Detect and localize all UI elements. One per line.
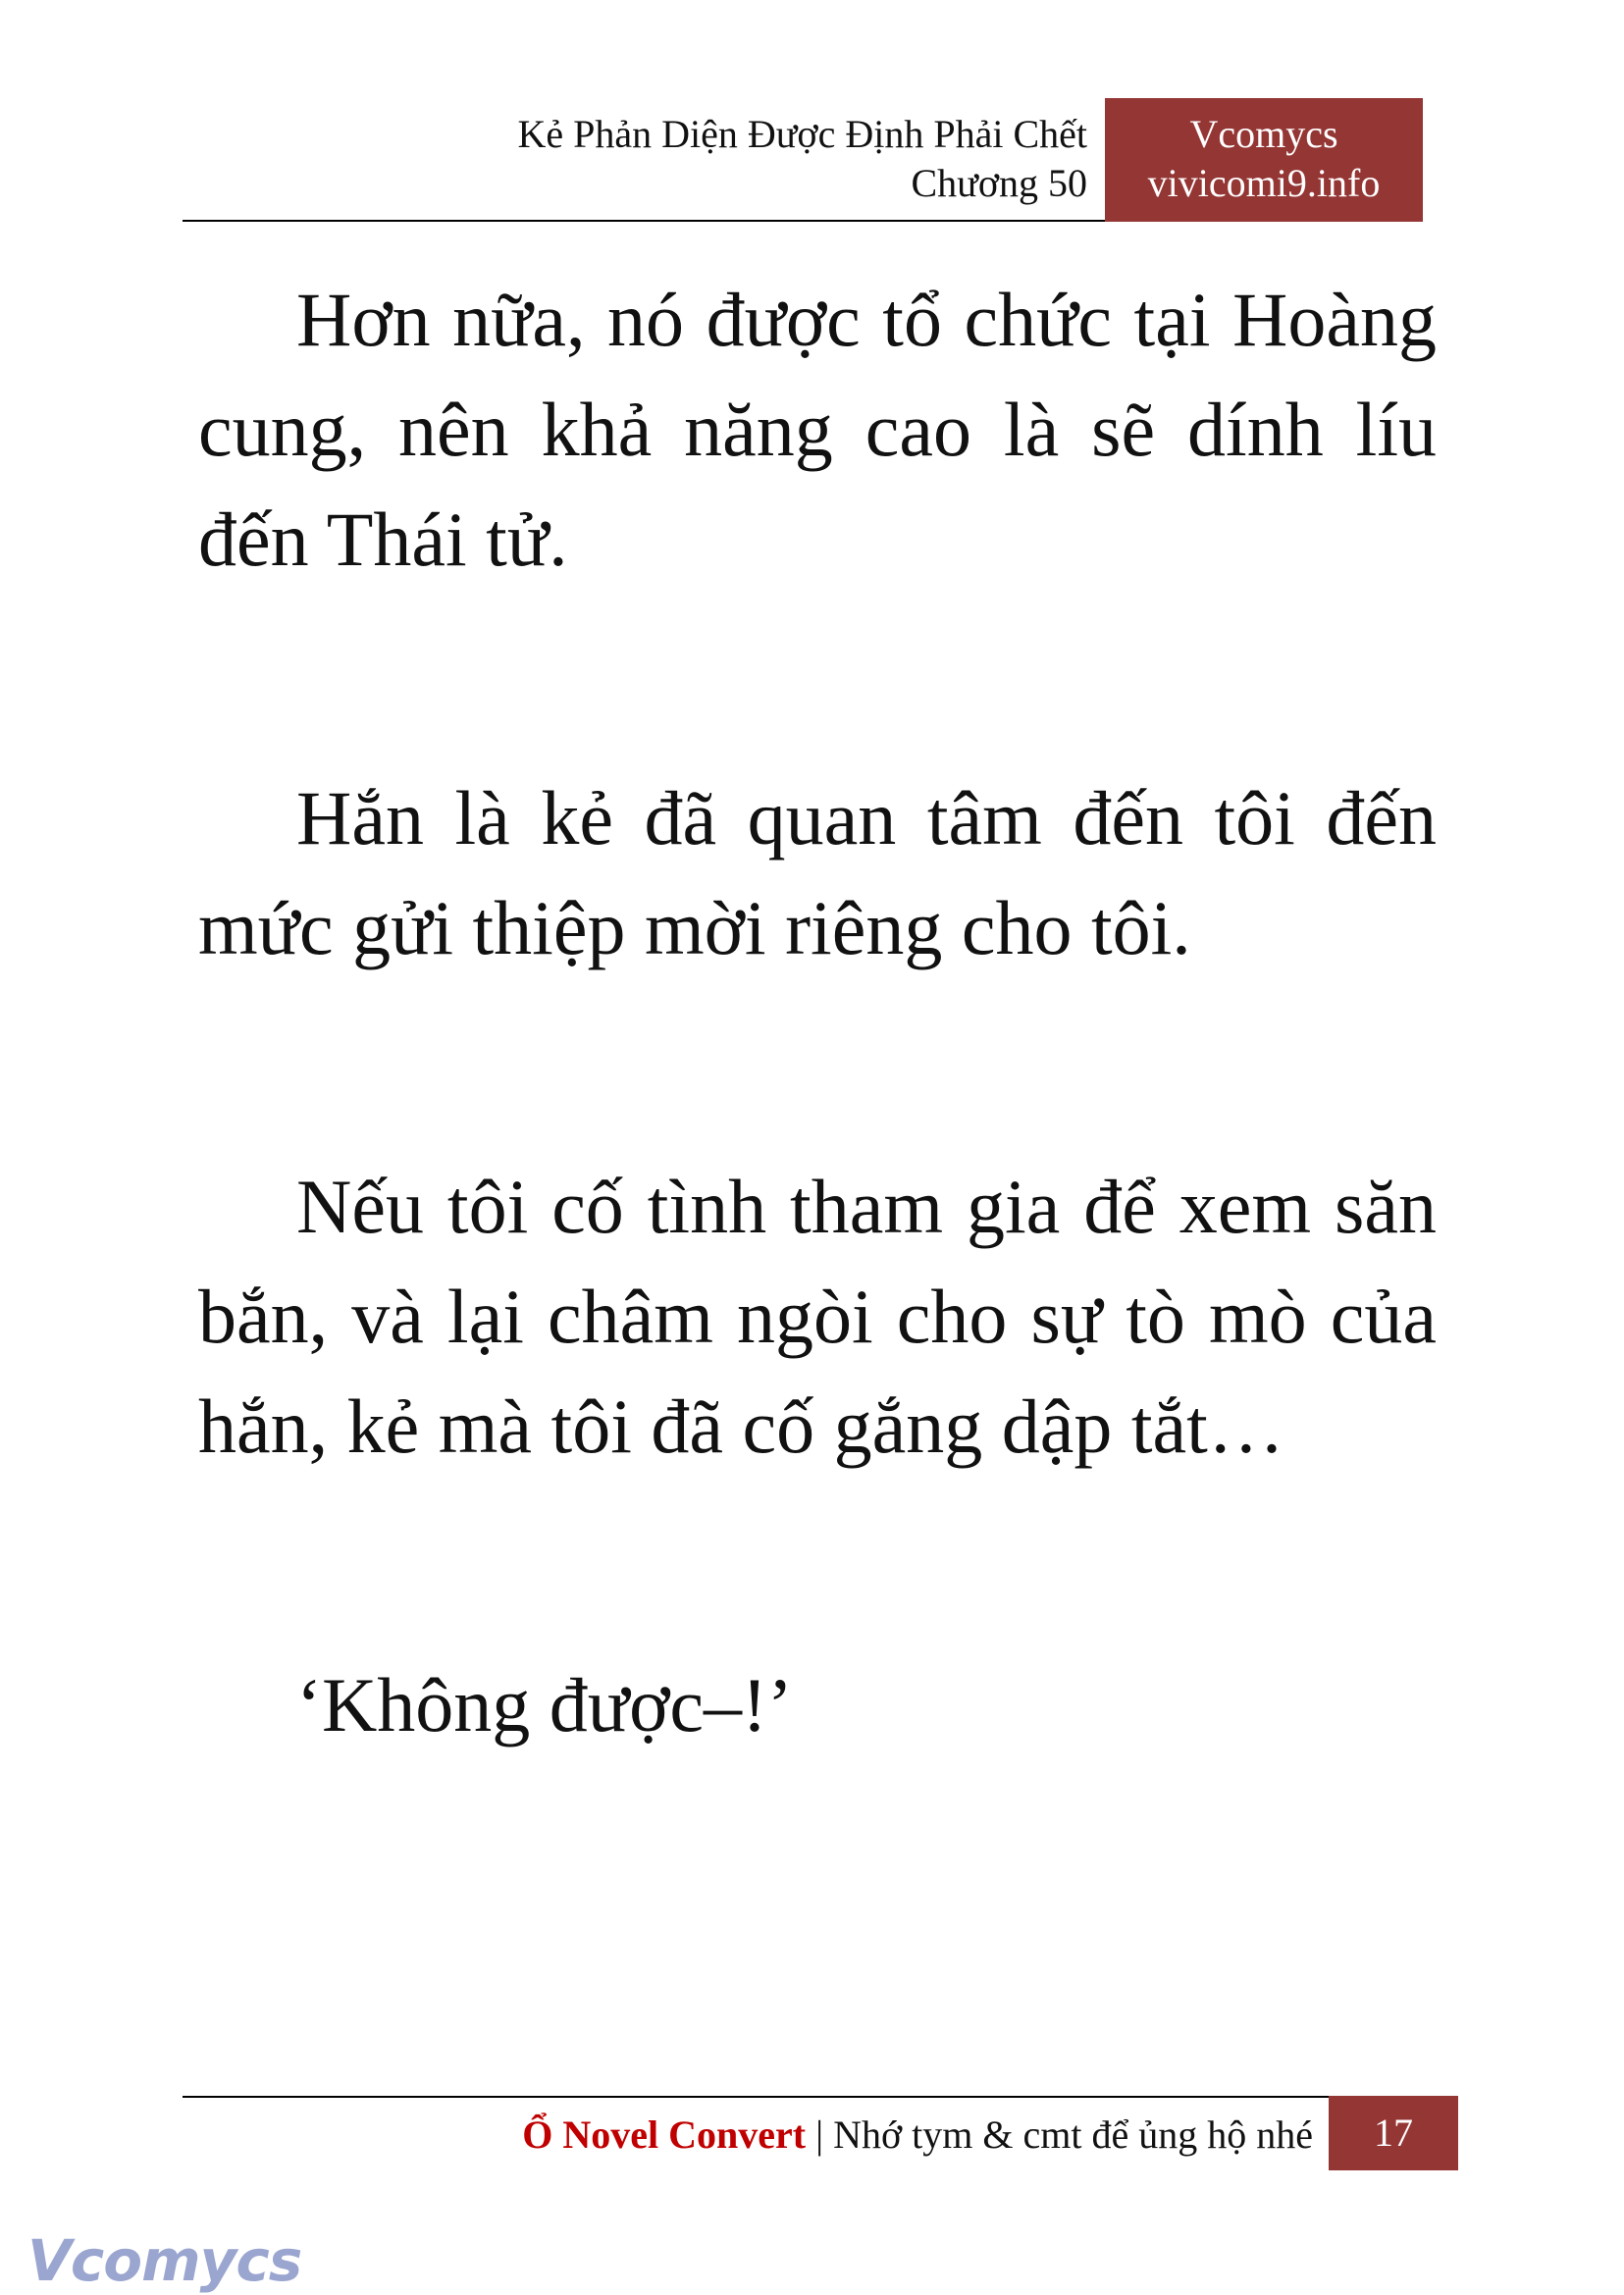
paragraph-3: Nếu tôi cố tình tham gia để xem săn bắn, và lại châm ngòi cho sự tò mò của hắn, kẻ mà tôi đã cố gắng dập tắt… xyxy=(198,1164,1437,1469)
page-number: 17 xyxy=(1329,2096,1458,2170)
site-url: vivicomi9.info xyxy=(1147,161,1381,205)
paragraph-4: ‘Không được–!’ xyxy=(296,1662,793,1747)
paragraph-1: Hơn nữa, nó được tổ chức tại Hoàng cung, nên khả năng cao là sẽ dính líu đến Thái tử. xyxy=(198,277,1437,582)
page-footer xyxy=(183,2096,1458,2170)
watermark-logo: Vcomycs xyxy=(27,2227,302,2294)
page-header xyxy=(183,98,1423,222)
chapter-content xyxy=(198,265,1437,1929)
footer-rule xyxy=(183,2096,1329,2098)
footer-message: Nhớ tym & cmt để ủng hộ nhé xyxy=(833,2112,1313,2157)
footer-separator: | xyxy=(815,2112,824,2157)
paragraph-2: Hắn là kẻ đã quan tâm đến tôi đến mức gửi thiệp mời riêng cho tôi. xyxy=(198,775,1437,970)
footer-brand: Ổ Novel Convert xyxy=(522,2112,807,2157)
chapter-label: Chương 50 xyxy=(911,161,1087,205)
header-titles xyxy=(183,98,1105,220)
book-title: Kẻ Phản Diện Được Định Phải Chết xyxy=(517,112,1087,156)
footer-text xyxy=(522,2106,1313,2165)
header-rule xyxy=(183,220,1105,222)
site-badge xyxy=(1105,98,1423,222)
site-name: Vcomycs xyxy=(1189,112,1338,156)
